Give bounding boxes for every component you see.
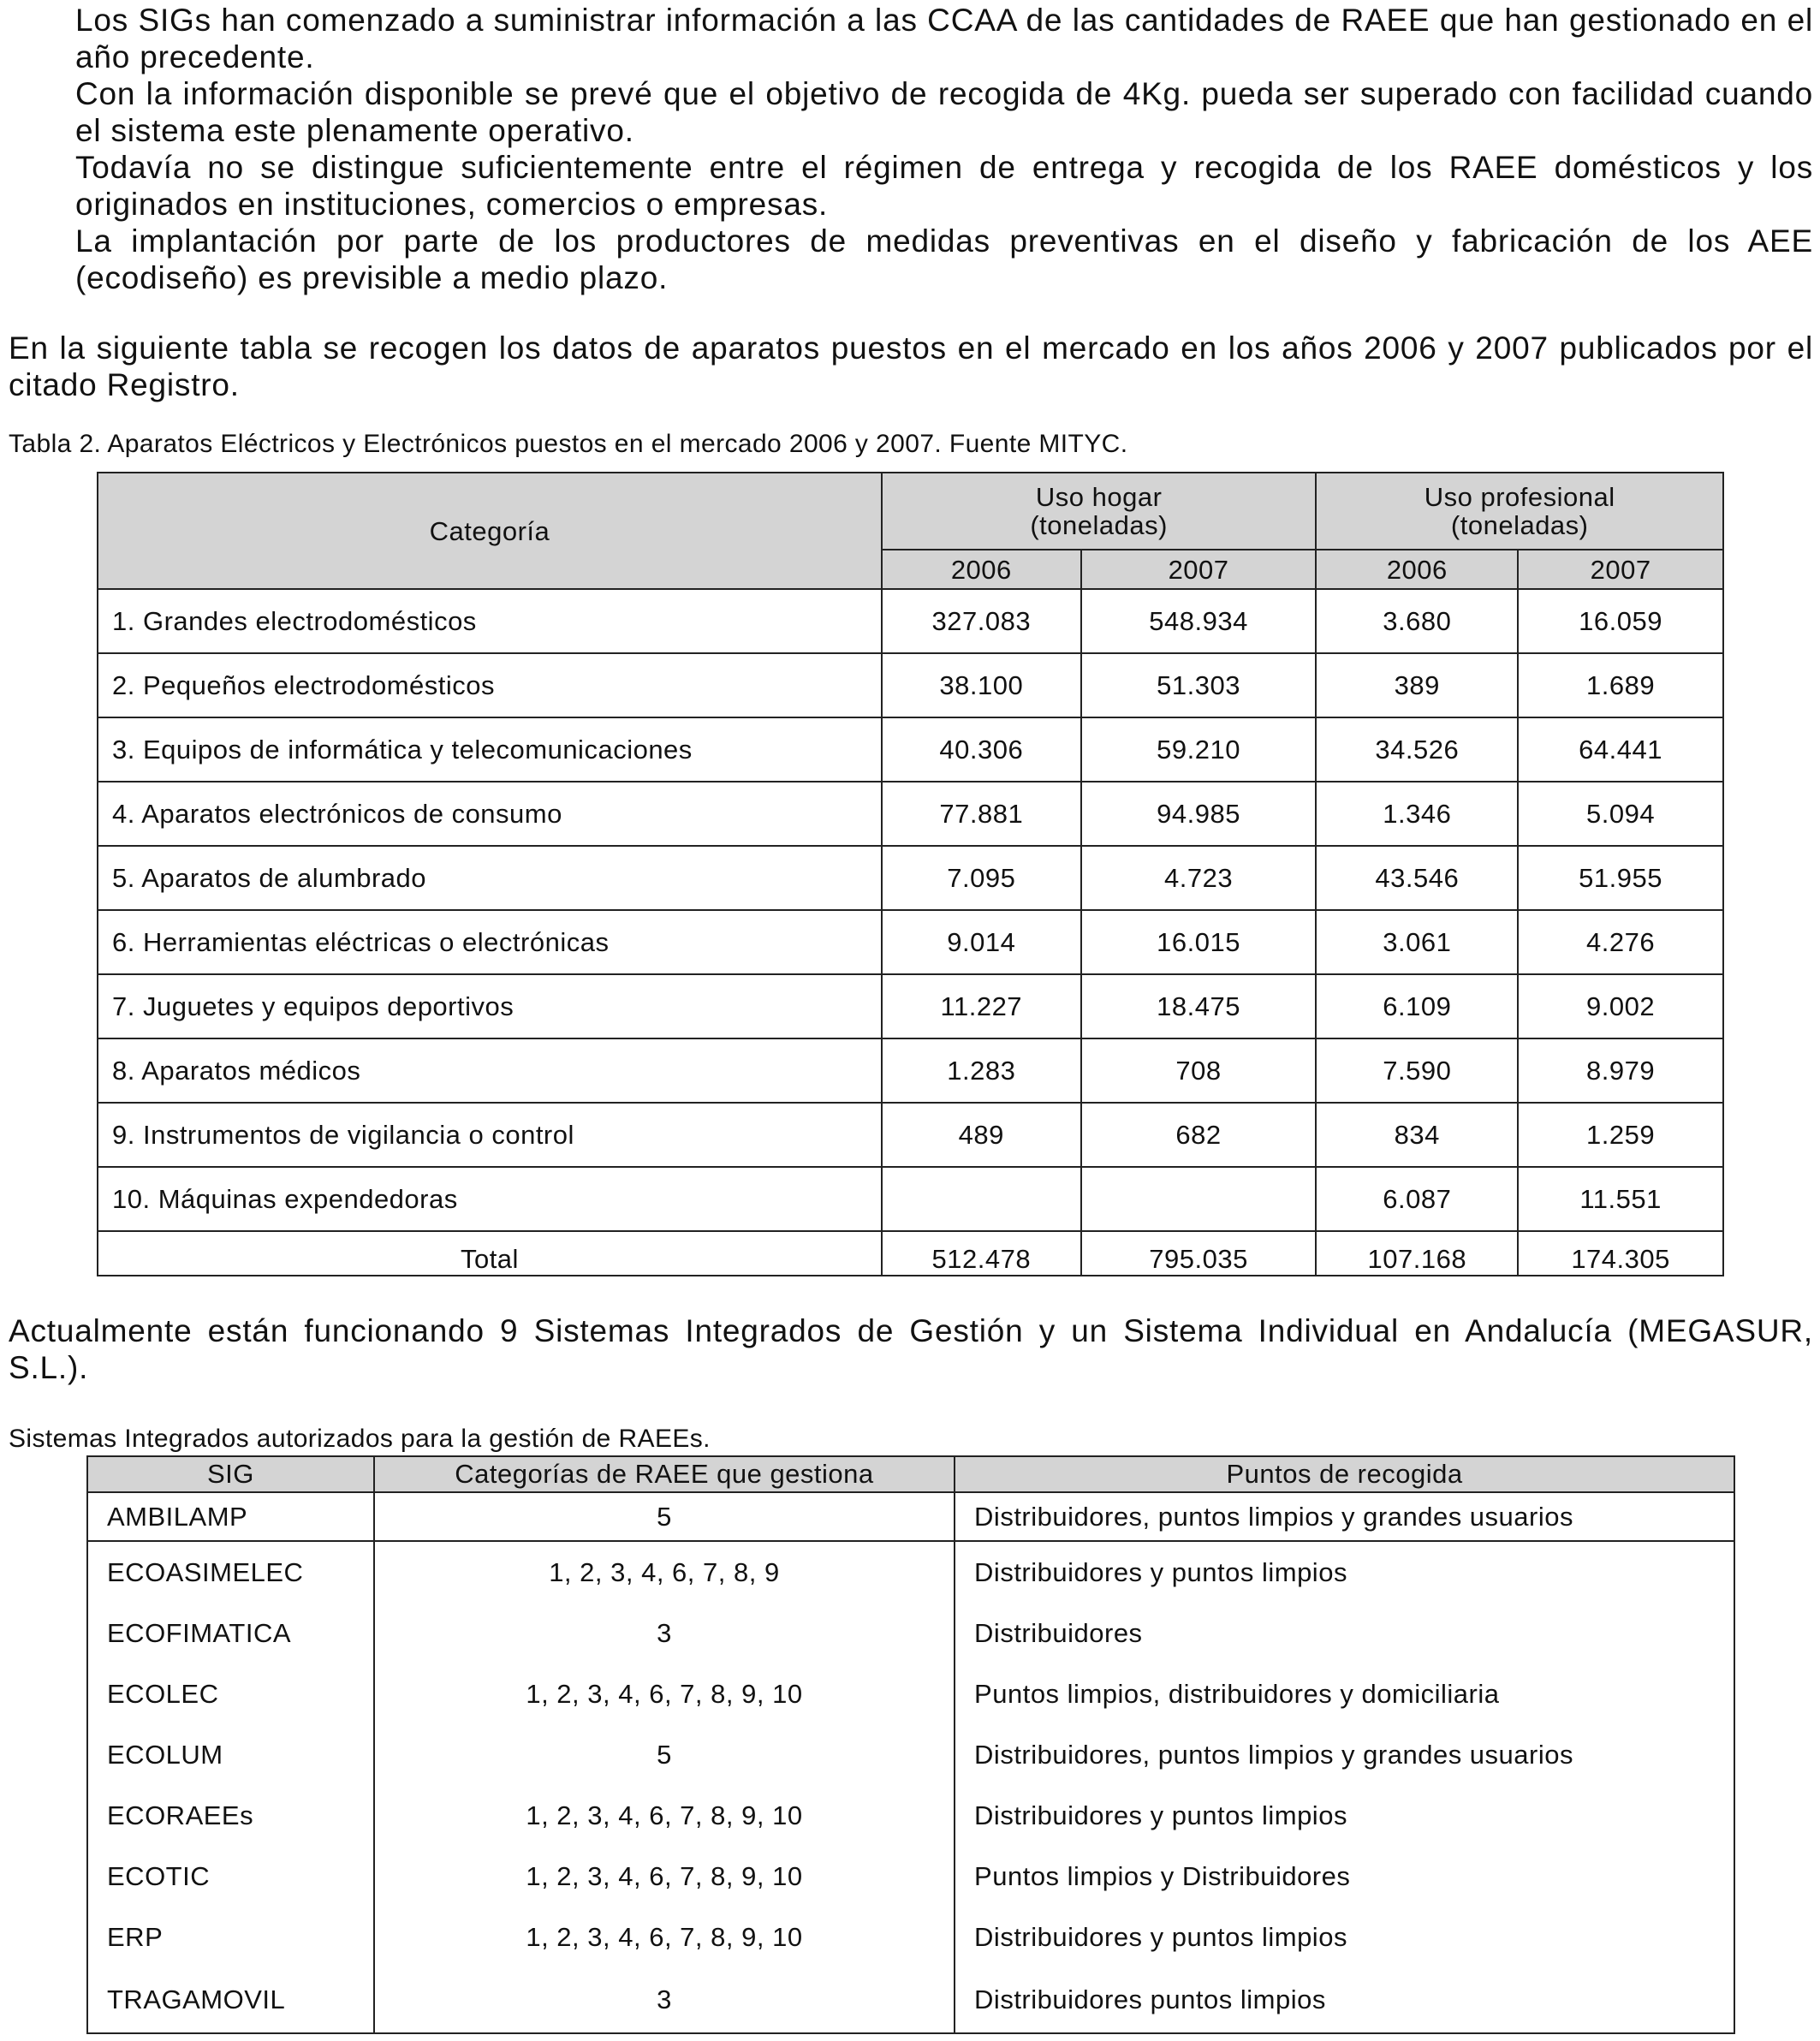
value-cell: 11.227 [882, 974, 1081, 1038]
value-cell: 4.276 [1518, 910, 1723, 974]
table-row [98, 717, 1723, 782]
header-uso-profesional: Uso profesional (toneladas) [1316, 473, 1723, 550]
value-cell: 3.061 [1316, 910, 1518, 974]
sig-cell: AMBILAMP [87, 1492, 374, 1541]
categories-cell: 1, 2, 3, 4, 6, 7, 8, 9, 10 [374, 1907, 955, 1967]
value-cell: 389 [1316, 653, 1518, 717]
value-cell: 1.689 [1518, 653, 1723, 717]
total-value-cell: 107.168 [1316, 1231, 1518, 1276]
value-cell: 834 [1316, 1103, 1518, 1167]
value-cell: 6.087 [1316, 1167, 1518, 1231]
sig-cell: ECOLUM [87, 1724, 374, 1785]
category-cell: 9. Instrumentos de vigilancia o control [98, 1103, 882, 1167]
table-row [98, 846, 1723, 910]
value-cell: 16.059 [1518, 589, 1723, 653]
sig-cell: ERP [87, 1907, 374, 1967]
table-row [98, 782, 1723, 846]
header-year: 2007 [1081, 550, 1317, 589]
sig-table [86, 1455, 1735, 2034]
total-value-cell: 512.478 [882, 1231, 1081, 1276]
categories-cell: 1, 2, 3, 4, 6, 7, 8, 9 [374, 1541, 955, 1603]
total-label: Total [98, 1231, 882, 1276]
bullet-item: La implantación por parte de los productores de medidas preventivas en el diseño y fabricación de los AEE (ecodiseño) es previsible a medio plazo. [75, 223, 1813, 295]
table-row [87, 1541, 1734, 1603]
value-cell: 5.094 [1518, 782, 1723, 846]
table-row [98, 1038, 1723, 1103]
table-row [87, 1724, 1734, 1785]
table-row [87, 1492, 1734, 1541]
collection-points-cell: Distribuidores y puntos limpios [955, 1785, 1734, 1846]
total-row [98, 1231, 1723, 1276]
value-cell: 4.723 [1081, 846, 1317, 910]
value-cell [1081, 1167, 1317, 1231]
value-cell: 682 [1081, 1103, 1317, 1167]
table-row [87, 1663, 1734, 1724]
table-row [87, 1967, 1734, 2033]
bullet-item: Con la información disponible se prevé que el objetivo de recogida de 4Kg. pueda ser superado con facilidad cuando el sistema este plenamente operativo. [75, 76, 1813, 148]
value-cell: 8.979 [1518, 1038, 1723, 1103]
table-row [98, 974, 1723, 1038]
value-cell: 34.526 [1316, 717, 1518, 782]
category-cell: 8. Aparatos médicos [98, 1038, 882, 1103]
bullet-item: Todavía no se distingue suficientemente entre el régimen de entrega y recogida de los RAEE domésticos y los originados en instituciones, comercios o empresas. [75, 150, 1813, 222]
value-cell: 6.109 [1316, 974, 1518, 1038]
value-cell: 3.680 [1316, 589, 1518, 653]
category-cell: 4. Aparatos electrónicos de consumo [98, 782, 882, 846]
categories-cell: 1, 2, 3, 4, 6, 7, 8, 9, 10 [374, 1785, 955, 1846]
value-cell: 51.303 [1081, 653, 1317, 717]
market-table [97, 472, 1724, 1276]
value-cell: 43.546 [1316, 846, 1518, 910]
sig-cell: ECOASIMELEC [87, 1541, 374, 1603]
value-cell: 708 [1081, 1038, 1317, 1103]
value-cell: 40.306 [882, 717, 1081, 782]
value-cell: 16.015 [1081, 910, 1317, 974]
header-categories: Categorías de RAEE que gestiona [374, 1456, 955, 1492]
intro-paragraph: En la siguiente tabla se recogen los datos de aparatos puestos en el mercado en los años 2006 y 2007 publicados por el citado Registro. [9, 330, 1813, 402]
table-row [87, 1846, 1734, 1907]
category-cell: 5. Aparatos de alumbrado [98, 846, 882, 910]
value-cell: 1.283 [882, 1038, 1081, 1103]
header-sig: SIG [87, 1456, 374, 1492]
bullet-item: Los SIGs han comenzado a suministrar información a las CCAA de las cantidades de RAEE que han gestionado en el año precedente. [75, 3, 1813, 74]
header-year: 2006 [1316, 550, 1518, 589]
value-cell: 9.002 [1518, 974, 1723, 1038]
collection-points-cell: Distribuidores [955, 1603, 1734, 1663]
category-cell: 3. Equipos de informática y telecomunicaciones [98, 717, 882, 782]
value-cell: 51.955 [1518, 846, 1723, 910]
header-year: 2006 [882, 550, 1081, 589]
categories-cell: 1, 2, 3, 4, 6, 7, 8, 9, 10 [374, 1846, 955, 1907]
collection-points-cell: Distribuidores y puntos limpios [955, 1907, 1734, 1967]
collection-points-cell: Distribuidores puntos limpios [955, 1967, 1734, 2033]
collection-points-cell: Puntos limpios, distribuidores y domiciliaria [955, 1663, 1734, 1724]
total-value-cell: 795.035 [1081, 1231, 1317, 1276]
total-value-cell: 174.305 [1518, 1231, 1723, 1276]
bullet-list [75, 2, 1813, 296]
value-cell: 1.259 [1518, 1103, 1723, 1167]
category-cell: 6. Herramientas eléctricas o electrónicas [98, 910, 882, 974]
category-cell: 10. Máquinas expendedoras [98, 1167, 882, 1231]
collection-points-cell: Distribuidores, puntos limpios y grandes usuarios [955, 1492, 1734, 1541]
table-row [87, 1785, 1734, 1846]
categories-cell: 5 [374, 1492, 955, 1541]
categories-cell: 5 [374, 1724, 955, 1785]
header-uso-hogar: Uso hogar (toneladas) [882, 473, 1317, 550]
header-category: Categoría [98, 473, 882, 589]
table-row [98, 1103, 1723, 1167]
table-row [98, 589, 1723, 653]
header-year: 2007 [1518, 550, 1723, 589]
value-cell: 327.083 [882, 589, 1081, 653]
value-cell [882, 1167, 1081, 1231]
sig-cell: ECOTIC [87, 1846, 374, 1907]
categories-cell: 1, 2, 3, 4, 6, 7, 8, 9, 10 [374, 1663, 955, 1724]
value-cell: 9.014 [882, 910, 1081, 974]
categories-cell: 3 [374, 1967, 955, 2033]
collection-points-cell: Distribuidores y puntos limpios [955, 1541, 1734, 1603]
table-row [98, 653, 1723, 717]
value-cell: 7.095 [882, 846, 1081, 910]
sig-cell: ECOLEC [87, 1663, 374, 1724]
table-row [98, 1167, 1723, 1231]
table2-caption: Sistemas Integrados autorizados para la gestión de RAEEs. [9, 1425, 711, 1453]
value-cell: 59.210 [1081, 717, 1317, 782]
table-row [98, 910, 1723, 974]
table1-caption: Tabla 2. Aparatos Eléctricos y Electrónicos puestos en el mercado 2006 y 2007. Fuente MITYC. [9, 430, 1128, 458]
value-cell: 489 [882, 1103, 1081, 1167]
value-cell: 7.590 [1316, 1038, 1518, 1103]
value-cell: 38.100 [882, 653, 1081, 717]
collection-points-cell: Puntos limpios y Distribuidores [955, 1846, 1734, 1907]
value-cell: 1.346 [1316, 782, 1518, 846]
table-row [87, 1907, 1734, 1967]
table-row [87, 1603, 1734, 1663]
sig-cell: ECOFIMATICA [87, 1603, 374, 1663]
sig-cell: TRAGAMOVIL [87, 1967, 374, 2033]
category-cell: 2. Pequeños electrodomésticos [98, 653, 882, 717]
value-cell: 18.475 [1081, 974, 1317, 1038]
category-cell: 7. Juguetes y equipos deportivos [98, 974, 882, 1038]
sig-cell: ECORAEEs [87, 1785, 374, 1846]
header-collection-points: Puntos de recogida [955, 1456, 1734, 1492]
collection-points-cell: Distribuidores, puntos limpios y grandes usuarios [955, 1724, 1734, 1785]
category-cell: 1. Grandes electrodomésticos [98, 589, 882, 653]
sig-paragraph: Actualmente están funcionando 9 Sistemas Integrados de Gestión y un Sistema Individual en Andalucía (MEGASUR, S.L.). [9, 1313, 1813, 1385]
value-cell: 94.985 [1081, 782, 1317, 846]
value-cell: 77.881 [882, 782, 1081, 846]
value-cell: 548.934 [1081, 589, 1317, 653]
categories-cell: 3 [374, 1603, 955, 1663]
value-cell: 64.441 [1518, 717, 1723, 782]
value-cell: 11.551 [1518, 1167, 1723, 1231]
